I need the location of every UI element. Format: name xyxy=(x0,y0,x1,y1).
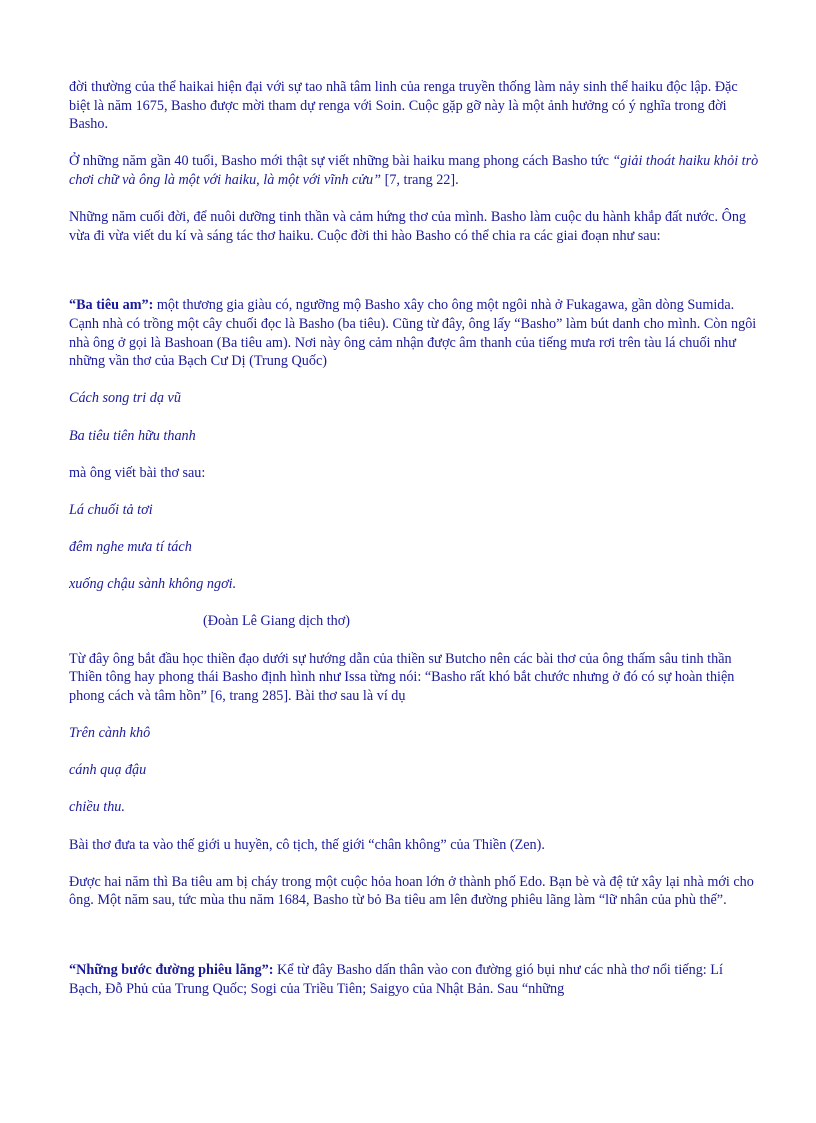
translation-credit: (Đoàn Lê Giang dịch thơ) xyxy=(203,613,350,630)
verse-line: Trên cành khô xyxy=(69,725,151,741)
verse-line: Ba tiêu tiên hữu thanh xyxy=(69,427,196,444)
section-heading-wandering: “Những bước đường phiêu lãng”: xyxy=(69,961,274,978)
paragraph-zen-study: Từ đây ông bắt đầu học thiền đạo dưới sự hướng dẫn của thiền sư Butcho nên các bài thơ của ông thấm sâu tinh thần Thiền tông hay phong thái Basho định hình như Issa từng nói: “Basho rất khó bắt chước nhưng ở đó có sự hoàn thiện phong cách và tâm hồn” [6, trang 285]. Bài thơ sau là ví dụ xyxy=(69,650,735,704)
verse-line: xuống chậu sành không ngơi. xyxy=(69,576,237,593)
section-body: một thương gia giàu có, ngưỡng mộ Basho xây cho ông một ngôi nhà ở Fukagawa, gần dòng Sumida. Cạnh nhà có trồng một cây chuối đọc là Basho (ba tiêu). Cũng từ đây, ông lấy “Basho” làm bút danh cho mình. Còn ngôi nhà ông ở gọi là Bashoan (Ba tiêu am). Nơi này ông cảm nhận được âm thanh của tiếng mưa rơi trên tàu lá chuối như những vần thơ của Bạch Cư Dị (Trung Quốc) xyxy=(69,297,757,370)
verse-line: Lá chuối tả tơi xyxy=(69,501,153,518)
paragraph-basho-style xyxy=(69,152,759,189)
paragraph-intro-poem: mà ông viết bài thơ sau: xyxy=(69,464,206,481)
citation: [7, trang 22]. xyxy=(381,171,459,188)
verse-line: Cách song tri dạ vũ xyxy=(69,390,181,407)
paragraph-haikai: đời thường của thể haikai hiện đại với sự tao nhã tâm linh của renga truyền thống làm nảy sinh thể haiku độc lập. Đặc biệt là năm 1675, Basho được mời tham dự renga với Soin. Cuộc gặp gỡ này là một ảnh hưởng có ý nghĩa trong đời Basho. xyxy=(69,79,738,133)
text-before-quote: Ở những năm gần 40 tuổi, Basho mới thật sự viết những bài haiku mang phong cách Basho tức xyxy=(69,153,613,170)
paragraph-fire: Được hai năm thì Ba tiêu am bị cháy trong một cuộc hỏa hoan lớn ở thành phố Edo. Bạn bè và đệ tử xây lại nhà mới cho ông. Một năm sau, tức mùa thu năm 1684, Basho từ bỏ Ba tiêu am lên đường phiêu lãng làm “lữ nhân của phù thế”. xyxy=(69,873,754,909)
paragraph-late-years: Những năm cuối đời, để nuôi dưỡng tinh thần và cảm hứng thơ của mình. Basho làm cuộc du hành khắp đất nước. Ông vừa đi vừa viết du kí và sáng tác thơ haiku. Cuộc đời thi hào Basho có thể chia ra các giai đoạn như sau: xyxy=(69,209,747,244)
section-heading-ba-tieu-am: “Ba tiêu am”: xyxy=(69,297,154,314)
italic-quote: “giải thoát haiku khỏi trò chơi chữ và ông là một với haiku, là một với vĩnh cửu” xyxy=(69,153,759,188)
verse-line: chiều thu. xyxy=(69,799,125,816)
section-body: Kể từ đây Basho dấn thân vào con đường gió bụi như các nhà thơ nổi tiếng: Lí Bạch, Đỗ Phủ của Trung Quốc; Sogi của Triều Tiên; Saigyo của Nhật Bản. Sau “những xyxy=(69,961,723,997)
paragraph-wandering xyxy=(69,961,759,998)
verse-line: đêm nghe mưa tí tách xyxy=(69,539,192,556)
document-page xyxy=(69,78,759,998)
verse-line: cánh quạ đậu xyxy=(69,762,147,779)
paragraph-ba-tieu-am xyxy=(69,296,759,370)
paragraph-zen-world: Bài thơ đưa ta vào thế giới u huyền, cô tịch, thế giới “chân không” của Thiền (Zen). xyxy=(69,836,545,853)
